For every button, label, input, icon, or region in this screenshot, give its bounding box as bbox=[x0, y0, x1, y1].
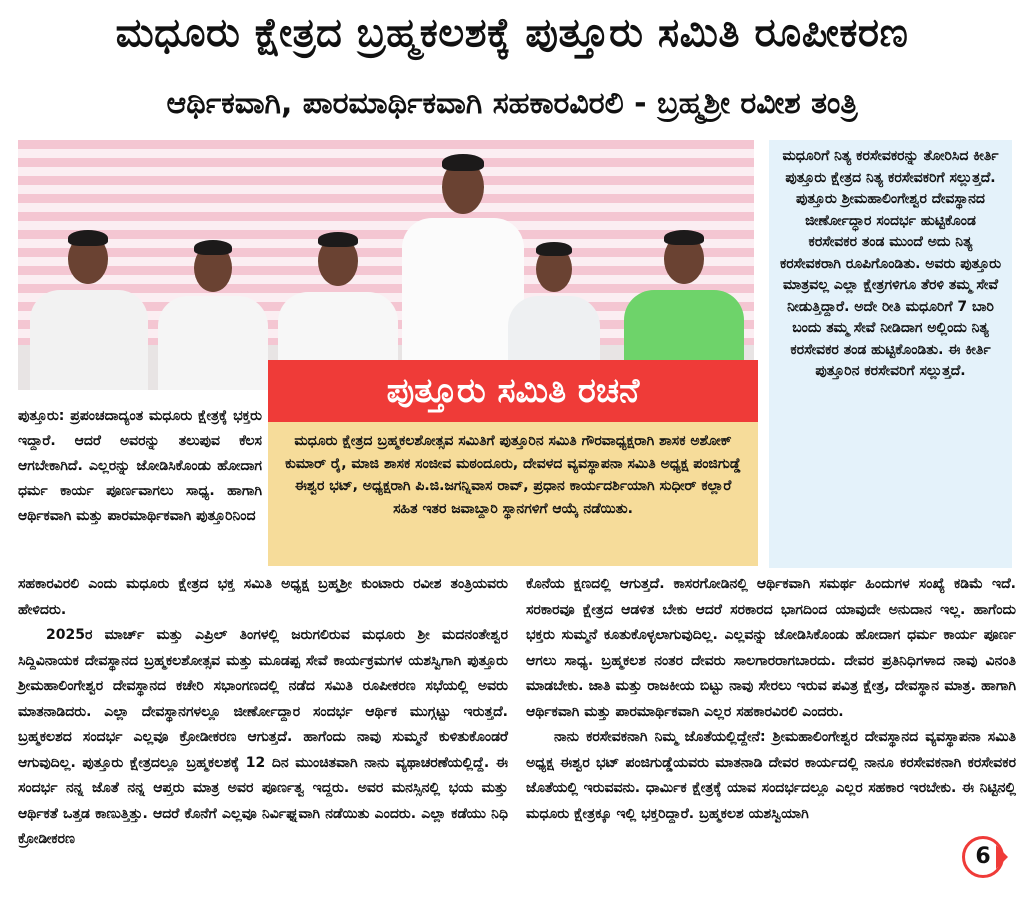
committee-info-box bbox=[268, 422, 758, 566]
article-column-right bbox=[526, 572, 1016, 827]
photo-person bbox=[402, 152, 524, 390]
infobox-text: ಮಧೂರು ಕ್ಷೇತ್ರದ ಬ್ರಹ್ಮಕಲಶೋತ್ಸವ ಸಮಿತಿಗೆ ಪುತ್ತೂರಿನ ಸಮಿತಿ ಗೌರವಾಧ್ಯಕ್ಷರಾಗಿ ಶಾಸಕ ಅಶೋಕ್ ಕುಮಾರ್ ರೈ, ಮಾಜಿ ಶಾಸಕ ಸಂಜೀವ ಮಠಂದೂರು, ದೇವಳದ ವ್ಯವಸ್ಥಾಪನಾ ಸಮಿತಿ ಅಧ್ಯಕ್ಷ ಪಂಜಿಗುಡ್ಡೆ ಈಶ್ವರ ಭಟ್, ಅಧ್ಯಕ್ಷರಾಗಿ ಪಿ.ಜಿ.ಜಗನ್ನಿವಾಸ ರಾವ್, ಪ್ರಧಾನ ಕಾರ್ಯದರ್ಶಿಯಾಗಿ ಸುಧೀರ್ ಕಲ್ಲಾರೆ ಸಹಿತ ಇತರ ಜವಾಬ್ದಾರಿ ಸ್ಥಾನಗಳಿಗೆ ಆಯ್ಕೆ ನಡೆಯಿತು. bbox=[285, 433, 741, 517]
page-number: 6 bbox=[962, 836, 1004, 878]
lead-column bbox=[18, 404, 262, 529]
photo-person bbox=[158, 240, 268, 390]
section-banner: ಪುತ್ತೂರು ಸಮಿತಿ ರಚನೆ bbox=[268, 360, 758, 422]
lead-paragraph: ಪುತ್ತೂರು: ಪ್ರಪಂಚದಾದ್ಯಂತ ಮಧೂರು ಕ್ಷೇತ್ರಕ್ಕೆ ಭಕ್ತರು ಇದ್ದಾರೆ. ಆದರೆ ಅವರನ್ನು ತಲುಪುವ ಕೆಲಸ ಆಗಬೇಕಾಗಿದೆ. ಎಲ್ಲರನ್ನು ಜೋಡಿಸಿಕೊಂಡು ಹೋದಾಗ ಧರ್ಮ ಕಾರ್ಯ ಪೂರ್ಣವಾಗಲು ಸಾಧ್ಯ. ಹಾಗಾಗಿ ಆರ್ಥಿಕವಾಗಿ ಮತ್ತು ಪಾರಮಾರ್ಥಿಕವಾಗಿ ಪುತ್ತೂರಿನಿಂದ bbox=[18, 408, 262, 524]
news-photo bbox=[18, 140, 754, 390]
sidebar-text: ಮಧೂರಿಗೆ ನಿತ್ಯ ಕರಸೇವಕರನ್ನು ತೋರಿಸಿದ ಕೀರ್ತಿ ಪುತ್ತೂರು ಕ್ಷೇತ್ರದ ನಿತ್ಯ ಕರಸೇವಕರಿಗೆ ಸಲ್ಲುತ್ತದೆ. ಪುತ್ತೂರು ಶ್ರೀಮಹಾಲಿಂಗೇಶ್ವರ ದೇವಸ್ಥಾನದ ಜೀರ್ಣೋದ್ಧಾರ ಸಂದರ್ಭ ಹುಟ್ಟಿಕೊಂಡ ಕರಸೇವಕರ ತಂಡ ಮುಂದೆ ಅದು ನಿತ್ಯ ಕರಸೇವಕರಾಗಿ ರೂಪಿಗೊಂಡಿತು. ಅವರು ಪುತ್ತೂರು ಮಾತ್ರವಲ್ಲ ಎಲ್ಲಾ ಕ್ಷೇತ್ರಗಳಿಗೂ ತೆರಳಿ ತಮ್ಮ ಸೇವೆ ನೀಡುತ್ತಿದ್ದಾರೆ. ಅದೇ ರೀತಿ ಮಧೂರಿಗೆ 7 ಬಾರಿ ಬಂದು ತಮ್ಮ ಸೇವೆ ನೀಡಿದಾಗ ಅಲ್ಲಿಂದು ನಿತ್ಯ ಕರಸೇವಕರ ತಂಡ ಹುಟ್ಟಿಕೊಂಡಿತು. ಈ ಕೀರ್ತಿ ಪುತ್ತೂರಿನ ಕರಸೇವರಿಗೆ ಸಲ್ಲುತ್ತದೆ. bbox=[779, 148, 1002, 379]
article-paragraph: 2025ರ ಮಾರ್ಚ್ ಮತ್ತು ಎಪ್ರಿಲ್ ತಿಂಗಳಲ್ಲಿ ಜರುಗಲಿರುವ ಮಧೂರು ಶ್ರೀ ಮದನಂತೇಶ್ವರ ಸಿದ್ದಿವಿನಾಯಕ ದೇವಸ್ಥಾನದ ಬ್ರಹ್ಮಕಲಶೋತ್ಸವ ಮತ್ತು ಮೂಡಪ್ಪ ಸೇವೆ ಕಾರ್ಯಕ್ರಮಗಳ ಯಶಸ್ವಿಗಾಗಿ ಪುತ್ತೂರು ಶ್ರೀಮಹಾಲಿಂಗೇಶ್ವರ ದೇವಸ್ಥಾನದ ಕಚೇರಿ ಸಭಾಂಗಣದಲ್ಲಿ ನಡೆದ ಸಮಿತಿ ರೂಪೀಕರಣ ಸಭೆಯಲ್ಲಿ ಅವರು ಮಾತನಾಡಿದರು. ಎಲ್ಲಾ ದೇವಸ್ಥಾನಗಳಲ್ಲೂ ಜೀರ್ಣೋದ್ದಾರ ಸಂದರ್ಭ ಆರ್ಥಿಕ ಮುಗ್ಗಟ್ಟು ಇರುತ್ತದೆ. ಬ್ರಹ್ಮಕಲಶದ ಸಂದರ್ಭ ಎಲ್ಲವೂ ಕ್ರೋಡೀಕರಣ ಆಗುತ್ತದೆ. ಹಾಗೆಂದು ನಾವು ಸುಮ್ಮನೆ ಕುಳಿತುಕೊಂಡರೆ ಆಗುವುದಿಲ್ಲ. ಪುತ್ತೂರು ಕ್ಷೇತ್ರದಲ್ಲೂ ಬ್ರಹ್ಮಕಲಶಕ್ಕೆ 12 ದಿನ ಮುಂಚಿತವಾಗಿ ನಾನು ವ್ಯಥಾಚರಣೆಯಲ್ಲಿದ್ದೆ. ಈ ಸಂದರ್ಭ ನನ್ನ ಜೊತೆ ನನ್ನ ಆಪ್ತರು ಮಾತ್ರ ಅವರ ಪೂರ್ಣತ್ವ ಇದ್ದರು. ಅವರ ಮನಸ್ಸಿನಲ್ಲಿ ಭಯ ಮತ್ತು ಆರ್ಥಿಕತೆ ಒತ್ತಡ ಕಾಣುತ್ತಿತ್ತು. ಆದರೆ ಕೊನೆಗೆ ಎಲ್ಲವೂ ನಿರ್ವಿಘ್ನವಾಗಿ ನಡೆಯಿತು ಎಂದರು. ಎಲ್ಲಾ ಕಡೆಯು ನಿಧಿ ಕ್ರೋಡೀಕರಣ bbox=[18, 627, 508, 847]
arrow-right-icon bbox=[996, 845, 1008, 869]
subheadline: ಆರ್ಥಿಕವಾಗಿ, ಪಾರಮಾರ್ಥಿಕವಾಗಿ ಸಹಕಾರವಿರಲಿ - ಬ್ರಹ್ಮಶ್ರೀ ರವೀಶ ತಂತ್ರಿ bbox=[166, 86, 858, 121]
sidebar-box bbox=[769, 140, 1012, 568]
photo-person bbox=[30, 230, 148, 390]
article-paragraph: ಸಹಕಾರವಿರಲಿ ಎಂದು ಮಧೂರು ಕ್ಷೇತ್ರದ ಭಕ್ತ ಸಮಿತಿ ಅಧ್ಯಕ್ಷ ಬ್ರಹ್ಮಶ್ರೀ ಕುಂಟಾರು ರವೀಶ ತಂತ್ರಿಯವರು ಹೇಳಿದರು. bbox=[18, 576, 508, 618]
article-column-left bbox=[18, 572, 508, 853]
headline: ಮಧೂರು ಕ್ಷೇತ್ರದ ಬ್ರಹ್ಮಕಲಶಕ್ಕೆ ಪುತ್ತೂರು ಸಮಿತಿ ರೂಪೀಕರಣ bbox=[115, 10, 909, 56]
article-paragraph: ನಾನು ಕರಸೇವಕನಾಗಿ ನಿಮ್ಮ ಜೊತೆಯಲ್ಲಿದ್ದೇನೆ: ಶ್ರೀಮಹಾಲಿಂಗೇಶ್ವರ ದೇವಸ್ಥಾನದ ವ್ಯವಸ್ಥಾಪನಾ ಸಮಿತಿ ಅಧ್ಯಕ್ಷ ಈಶ್ವರ ಭಟ್ ಪಂಜಿಗುಡ್ಡೆಯವರು ಮಾತನಾಡಿ ದೇವರ ಕಾರ್ಯದಲ್ಲಿ ನಾನೂ ಕರಸೇವಕನಾಗಿ ಕರಸೇವಕರ ಜೊತೆಯಲ್ಲಿ ಇರುವವನು. ಧಾರ್ಮಿಕ ಕ್ಷೇತ್ರಕ್ಕೆ ಯಾವ ಸಂದರ್ಭದಲ್ಲೂ ಎಲ್ಲರ ಸಹಕಾರ ಇರಬೇಕು. ಈ ನಿಟ್ಟಿನಲ್ಲಿ ಮಧೂರು ಕ್ಷೇತ್ರಕ್ಕೂ ಇಲ್ಲಿ ಭಕ್ತರಿದ್ದಾರೆ. ಬ್ರಹ್ಮಕಲಶ ಯಶಸ್ವಿಯಾಗಿ bbox=[526, 729, 1016, 822]
page-number-badge bbox=[962, 836, 1006, 880]
article-paragraph: ಕೊನೆಯ ಕ್ಷಣದಲ್ಲಿ ಆಗುತ್ತದೆ. ಕಾಸರಗೋಡಿನಲ್ಲಿ ಆರ್ಥಿಕವಾಗಿ ಸಮರ್ಥ ಹಿಂದುಗಳ ಸಂಖ್ಯೆ ಕಡಿಮೆ ಇದೆ. ಸರಕಾರವೂ ಕ್ಷೇತ್ರದ ಆಡಳಿತ ಬೇಕು ಆದರೆ ಸರಕಾರದ ಭಾಗದಿಂದ ಯಾವುದೇ ಅನುದಾನ ಇಲ್ಲ. ಹಾಗೆಂದು ಭಕ್ತರು ಸುಮ್ಮನೆ ಕೂತುಕೊಳ್ಳಲಾಗುವುದಿಲ್ಲ. ಎಲ್ಲವನ್ನು ಜೋಡಿಸಿಕೊಂಡು ಹೋದಾಗ ಧರ್ಮ ಕಾರ್ಯ ಪೂರ್ಣ ಆಗಲು ಸಾಧ್ಯ. ಬ್ರಹ್ಮಕಲಶ ನಂತರ ದೇವರು ಸಾಲಗಾರರಾಗಬಾರದು. ದೇವರ ಪ್ರತಿನಿಧಿಗಳಾದ ನಾವು ವಿನಂತಿ ಮಾಡಬೇಕು. ಜಾತಿ ಮತ್ತು ರಾಜಕೀಯ ಬಿಟ್ಟು ನಾವು ಸೇರಲು ಇರುವ ಪವಿತ್ರ ಕ್ಷೇತ್ರ, ದೇವಸ್ಥಾನ ಮಾತ್ರ. ಹಾಗಾಗಿ ಆರ್ಥಿಕವಾಗಿ ಮತ್ತು ಪಾರಮಾರ್ಥಿಕವಾಗಿ ಎಲ್ಲರ ಸಹಕಾರವಿರಲಿ ಎಂದರು. bbox=[526, 576, 1016, 720]
